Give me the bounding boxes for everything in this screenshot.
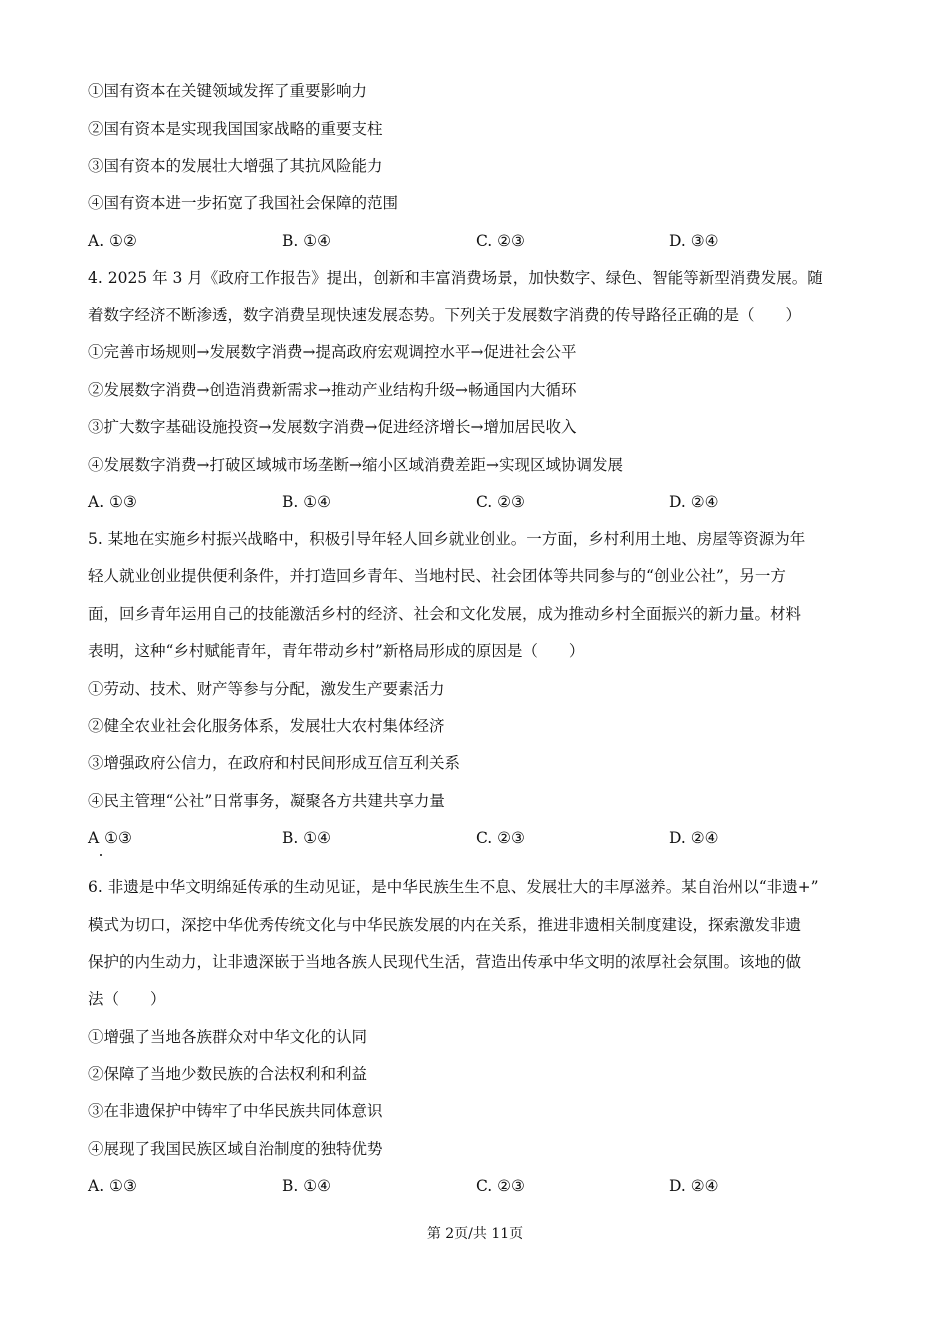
q5-option-c: C. ②③ bbox=[476, 829, 525, 847]
stray-dot bbox=[100, 854, 102, 856]
q6-option-c: C. ②③ bbox=[476, 1177, 525, 1195]
q6-item-2: ②保障了当地少数民族的合法权利和利益 bbox=[88, 1065, 368, 1083]
q6-option-d: D. ②④ bbox=[669, 1177, 719, 1195]
q6-stem-line-4: 法（ ） bbox=[88, 990, 166, 1008]
q4-item-4: ④发展数字消费→打破区域城市场垄断→缩小区域消费差距→实现区域协调发展 bbox=[88, 456, 623, 474]
q6-option-b: B. ①④ bbox=[282, 1177, 332, 1195]
q3-item-3: ③国有资本的发展壮大增强了其抗风险能力 bbox=[88, 157, 383, 175]
q6-item-3: ③在非遗保护中铸牢了中华民族共同体意识 bbox=[88, 1102, 383, 1120]
q3-option-c: C. ②③ bbox=[476, 232, 525, 250]
q4-item-2: ②发展数字消费→创造消费新需求→推动产业结构升级→畅通国内大循环 bbox=[88, 381, 577, 399]
q3-item-1: ①国有资本在关键领域发挥了重要影响力 bbox=[88, 82, 368, 100]
q5-item-3: ③增强政府公信力，在政府和村民间形成互信互利关系 bbox=[88, 754, 461, 772]
q6-item-4: ④展现了我国民族区域自治制度的独特优势 bbox=[88, 1140, 383, 1158]
q5-stem-line-4: 表明，这种“乡村赋能青年，青年带动乡村”新格局形成的原因是（ ） bbox=[88, 642, 585, 660]
q3-item-2: ②国有资本是实现我国国家战略的重要支柱 bbox=[88, 120, 383, 138]
q3-option-b: B. ①④ bbox=[282, 232, 332, 250]
q3-option-d: D. ③④ bbox=[669, 232, 719, 250]
page-number: 第 2页/共 11页 bbox=[426, 1226, 524, 1242]
q5-option-d: D. ②④ bbox=[669, 829, 719, 847]
q3-item-4: ④国有资本进一步拓宽了我国社会保障的范围 bbox=[88, 194, 399, 212]
q5-item-4: ④民主管理“公社”日常事务，凝聚各方共建共享力量 bbox=[88, 792, 445, 810]
q6-item-1: ①增强了当地各族群众对中华文化的认同 bbox=[88, 1028, 368, 1046]
q5-option-b: B. ①④ bbox=[282, 829, 332, 847]
q3-option-a: A. ①② bbox=[88, 232, 137, 250]
q5-option-a: A ①③ bbox=[88, 829, 132, 847]
q5-item-1: ①劳动、技术、财产等参与分配，激发生产要素活力 bbox=[88, 680, 445, 698]
q4-item-1: ①完善市场规则→发展数字消费→提高政府宏观调控水平→促进社会公平 bbox=[88, 343, 577, 361]
q4-stem-line-2: 着数字经济不断渗透，数字消费呈现快速发展态势。下列关于发展数字消费的传导路径正确的是（ ） bbox=[88, 306, 802, 324]
q4-stem-line-1: 4. 2025 年 3 月《政府工作报告》提出，创新和丰富消费场景，加快数字、绿色、智能等新型消费发展。随 bbox=[88, 269, 823, 287]
q5-item-2: ②健全农业社会化服务体系，发展壮大农村集体经济 bbox=[88, 717, 445, 735]
q4-option-a: A. ①③ bbox=[88, 493, 137, 511]
q6-stem-line-1: 6. 非遗是中华文明绵延传承的生动见证，是中华民族生生不息、发展壮大的丰厚滋养。某自治州以“非遗+” bbox=[88, 878, 819, 896]
q5-stem-line-1: 5. 某地在实施乡村振兴战略中，积极引导年轻人回乡就业创业。一方面，乡村利用土地、房屋等资源为年 bbox=[88, 530, 806, 548]
q4-option-b: B. ①④ bbox=[282, 493, 332, 511]
q6-stem-line-2: 模式为切口，深挖中华优秀传统文化与中华民族发展的内在关系，推进非遗相关制度建设，探索激发非遗 bbox=[88, 916, 802, 934]
q6-stem-line-3: 保护的内生动力，让非遗深嵌于当地各族人民现代生活，营造出传承中华文明的浓厚社会氛围。该地的做 bbox=[88, 953, 802, 971]
q5-stem-line-2: 轻人就业创业提供便利条件，并打造回乡青年、当地村民、社会团体等共同参与的“创业公社”，另一方 bbox=[88, 567, 786, 585]
q4-option-d: D. ②④ bbox=[669, 493, 719, 511]
q5-stem-line-3: 面，回乡青年运用自己的技能激活乡村的经济、社会和文化发展，成为推动乡村全面振兴的新力量。材料 bbox=[88, 605, 802, 623]
q4-item-3: ③扩大数字基础设施投资→发展数字消费→促进经济增长→增加居民收入 bbox=[88, 418, 577, 436]
q4-option-c: C. ②③ bbox=[476, 493, 525, 511]
q6-option-a: A. ①③ bbox=[88, 1177, 137, 1195]
